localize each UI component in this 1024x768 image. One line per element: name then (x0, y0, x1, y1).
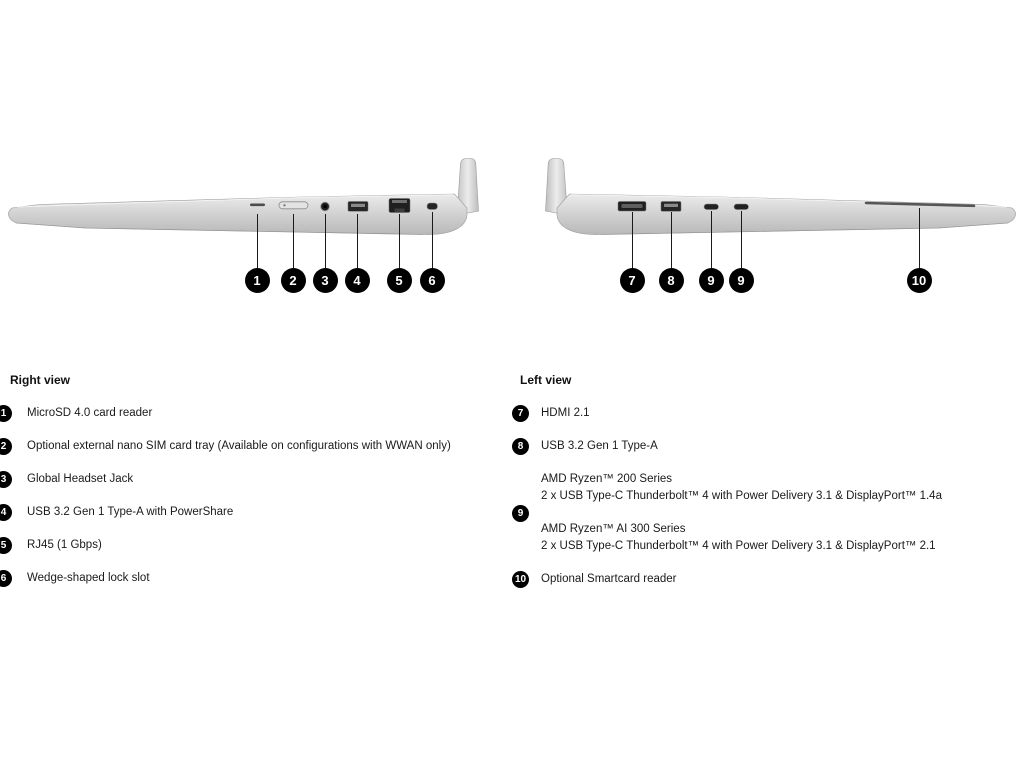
callout-5: 5 (387, 268, 412, 293)
legend-number-badge-2: 2 (0, 438, 12, 455)
laptop-base (557, 194, 1016, 235)
callout-6: 6 (420, 268, 445, 293)
variant-ryzen-200 (541, 471, 942, 505)
legend-number-badge-5: 5 (0, 537, 12, 554)
callout-line-5 (399, 214, 400, 268)
callout-line-9a (711, 211, 712, 268)
legend-label-usb-a-powershare: USB 3.2 Gen 1 Type-A with PowerShare (27, 506, 234, 518)
legend-label-usb-a: USB 3.2 Gen 1 Type-A (541, 440, 658, 452)
callout-2: 2 (281, 268, 306, 293)
right-view-legend-heading: Right view (10, 373, 71, 387)
callout-4: 4 (345, 268, 370, 293)
legend-item-sim-tray (0, 438, 505, 455)
usb-c-port-icon (704, 204, 719, 210)
variant-title: AMD Ryzen™ 200 Series (541, 473, 673, 485)
usb-a-port-icon (348, 202, 368, 212)
legend-label-headset-jack: Global Headset Jack (27, 473, 134, 485)
hdmi-port-icon (618, 202, 646, 212)
callout-line-3 (325, 214, 326, 268)
legend-label-hdmi: HDMI 2.1 (541, 407, 590, 419)
legend-item-usb-c-thunderbolt (512, 471, 1017, 555)
callout-line-2 (293, 214, 294, 268)
callout-10: 10 (907, 268, 932, 293)
callout-line-9b (741, 211, 742, 268)
callout-line-8 (671, 212, 672, 268)
legend-item-usb-a-powershare (0, 504, 505, 521)
callout-7: 7 (620, 268, 645, 293)
variant-description: 2 x USB Type-C Thunderbolt™ 4 with Power Delivery 3.1 & DisplayPort™ 1.4a (541, 490, 942, 502)
legend-number-badge-9: 9 (512, 505, 529, 522)
callout-3: 3 (313, 268, 338, 293)
right-view-laptop-illustration (5, 153, 483, 245)
variant-description: 2 x USB Type-C Thunderbolt™ 4 with Power Delivery 3.1 & DisplayPort™ 2.1 (541, 540, 936, 552)
sim-tray-icon (279, 202, 308, 209)
callout-line-7 (632, 212, 633, 268)
legend-number-badge-1: 1 (0, 405, 12, 422)
legend-number-badge-3: 3 (0, 471, 12, 488)
usb-a-port-icon (661, 202, 681, 212)
right-view-legend (0, 368, 505, 587)
variant-ryzen-ai-300 (541, 521, 942, 555)
callout-9b: 9 (729, 268, 754, 293)
usb-c-port-icon (734, 204, 749, 210)
legend-label-microsd: MicroSD 4.0 card reader (27, 407, 153, 419)
left-view-legend (512, 368, 1017, 588)
legend-item-headset-jack (0, 471, 505, 488)
callout-line-4 (357, 214, 358, 268)
legend-item-usb-a (512, 438, 1017, 455)
legend-number-badge-10: 10 (512, 571, 529, 588)
legend-item-hdmi (512, 405, 1017, 422)
left-view-legend-heading: Left view (520, 373, 572, 387)
lock-slot-icon (427, 203, 438, 210)
legend-item-rj45 (0, 537, 505, 554)
legend-item-microsd (0, 405, 505, 422)
legend-label-lock-slot: Wedge-shaped lock slot (27, 572, 150, 584)
legend-label-sim-tray: Optional external nano SIM card tray (Available on configurations with WWAN only) (27, 440, 451, 452)
thunderbolt-variants (541, 471, 942, 555)
left-view-laptop-illustration (543, 153, 1019, 245)
callout-line-10 (919, 208, 920, 268)
callout-8: 8 (659, 268, 684, 293)
callout-line-1 (257, 214, 258, 268)
microsd-slot-icon (250, 204, 265, 207)
legend-label-rj45: RJ45 (1 Gbps) (27, 539, 102, 551)
legend-number-badge-7: 7 (512, 405, 529, 422)
variant-title: AMD Ryzen™ AI 300 Series (541, 523, 686, 535)
headset-jack-icon (321, 202, 330, 211)
callout-1: 1 (245, 268, 270, 293)
callout-9a: 9 (699, 268, 724, 293)
legend-item-lock-slot (0, 570, 505, 587)
legend-label-smartcard: Optional Smartcard reader (541, 573, 677, 585)
legend-item-smartcard (512, 571, 1017, 588)
legend-number-badge-8: 8 (512, 438, 529, 455)
legend-number-badge-4: 4 (0, 504, 12, 521)
legend-number-badge-6: 6 (0, 570, 12, 587)
rj45-port-icon (389, 199, 410, 213)
callout-line-6 (432, 212, 433, 268)
